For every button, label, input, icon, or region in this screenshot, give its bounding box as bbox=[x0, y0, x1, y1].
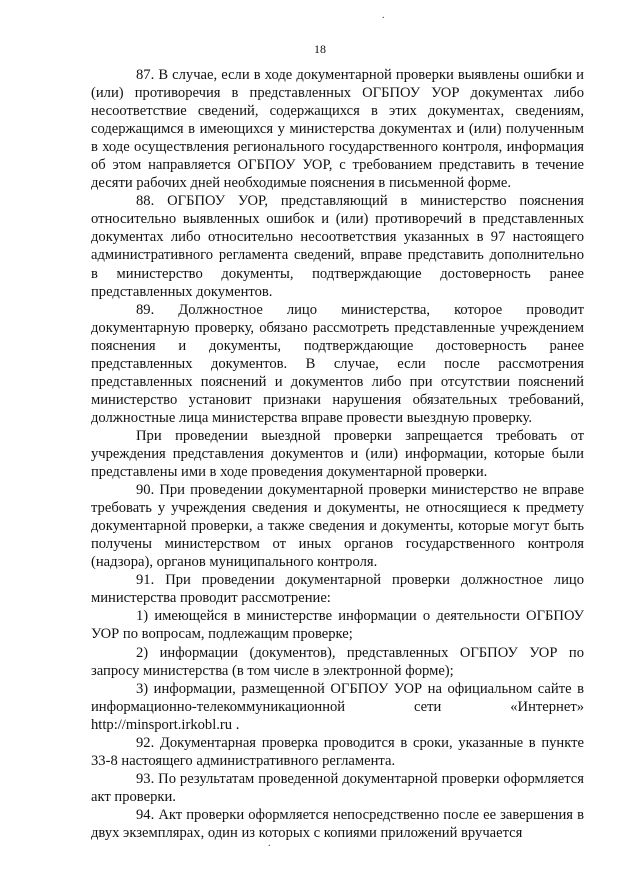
paragraph-87: 87. В случае, если в ходе документарной проверки выявлены ошибки и (или) противоречия в представленных ОГБПОУ УОР документах либо несоответствие сведений, содержащихся в этих документах, сведениям, содержащимся в имеющихся у министерства документах и (или) полученным в ходе осуществления регионального государственного контроля, информация об этом направляется ОГБПОУ УОР, с требованием представить в течение десяти рабочих дней необходимые пояснения в письменной форме. bbox=[91, 67, 584, 192]
paragraph-89: 89. Должностное лицо министерства, которое проводит документарную проверку, обязано рассмотреть представленные учреждением пояснения и документы, подтверждающие достоверность ранее представленных документов. В случае, если после рассмотрения представленных пояснений и документов либо при отсутствии пояснений министерство установит признаки нарушения обязательных требований, должностные лица министерства вправе провести выездную проверку. bbox=[91, 301, 584, 426]
document-body bbox=[91, 66, 584, 842]
paragraph-89-continued: При проведении выездной проверки запрещается требовать от учреждения представления документов и (или) информации, которые были представлены ими в ходе проведения документарной проверки. bbox=[91, 427, 584, 481]
scan-artifact-dot: . bbox=[268, 838, 271, 849]
scan-artifact-dot: . bbox=[382, 10, 385, 21]
paragraph-90: 90. При проведении документарной проверки министерство не вправе требовать у учреждения сведения и документы, не относящиеся к предмету документарной проверки, а также сведения и документы, которые могут быть получены министерством от иных органов государственного контроля (надзора), органов муниципального контроля. bbox=[91, 482, 584, 571]
paragraph-91: 91. При проведении документарной проверки должностное лицо министерства проводит рассмотрение: bbox=[91, 572, 584, 607]
list-item-2: 2) информации (документов), представленных ОГБПОУ УОР по запросу министерства (в том числе в электронной форме); bbox=[91, 644, 584, 679]
list-item-1: 1) имеющейся в министерстве информации о деятельности ОГБПОУ УОР по вопросам, подлежащим проверке; bbox=[91, 608, 584, 643]
paragraph-92: 92. Документарная проверка проводится в сроки, указанные в пункте 33-8 настоящего административного регламента. bbox=[91, 734, 584, 769]
paragraph-93: 93. По результатам проведенной документарной проверки оформляется акт проверки. bbox=[91, 770, 584, 805]
page-number: 18 bbox=[314, 42, 326, 56]
paragraph-94: 94. Акт проверки оформляется непосредственно после ее завершения в двух экземплярах, один из которых с копиями приложений вручается bbox=[91, 806, 584, 841]
list-item-3: 3) информации, размещенной ОГБПОУ УОР на официальном сайте в информационно-телекоммуникационной сети «Интернет» http://minsport.irkobl.ru . bbox=[91, 680, 584, 733]
paragraph-88: 88. ОГБПОУ УОР, представляющий в министерство пояснения относительно выявленных ошибок и (или) противоречий в представленных документах либо относительно несоответствия указанных в 97 настоящего административного регламента сведений, вправе представить дополнительно в министерство документы, подтверждающие достоверность ранее представленных документов. bbox=[91, 193, 584, 300]
